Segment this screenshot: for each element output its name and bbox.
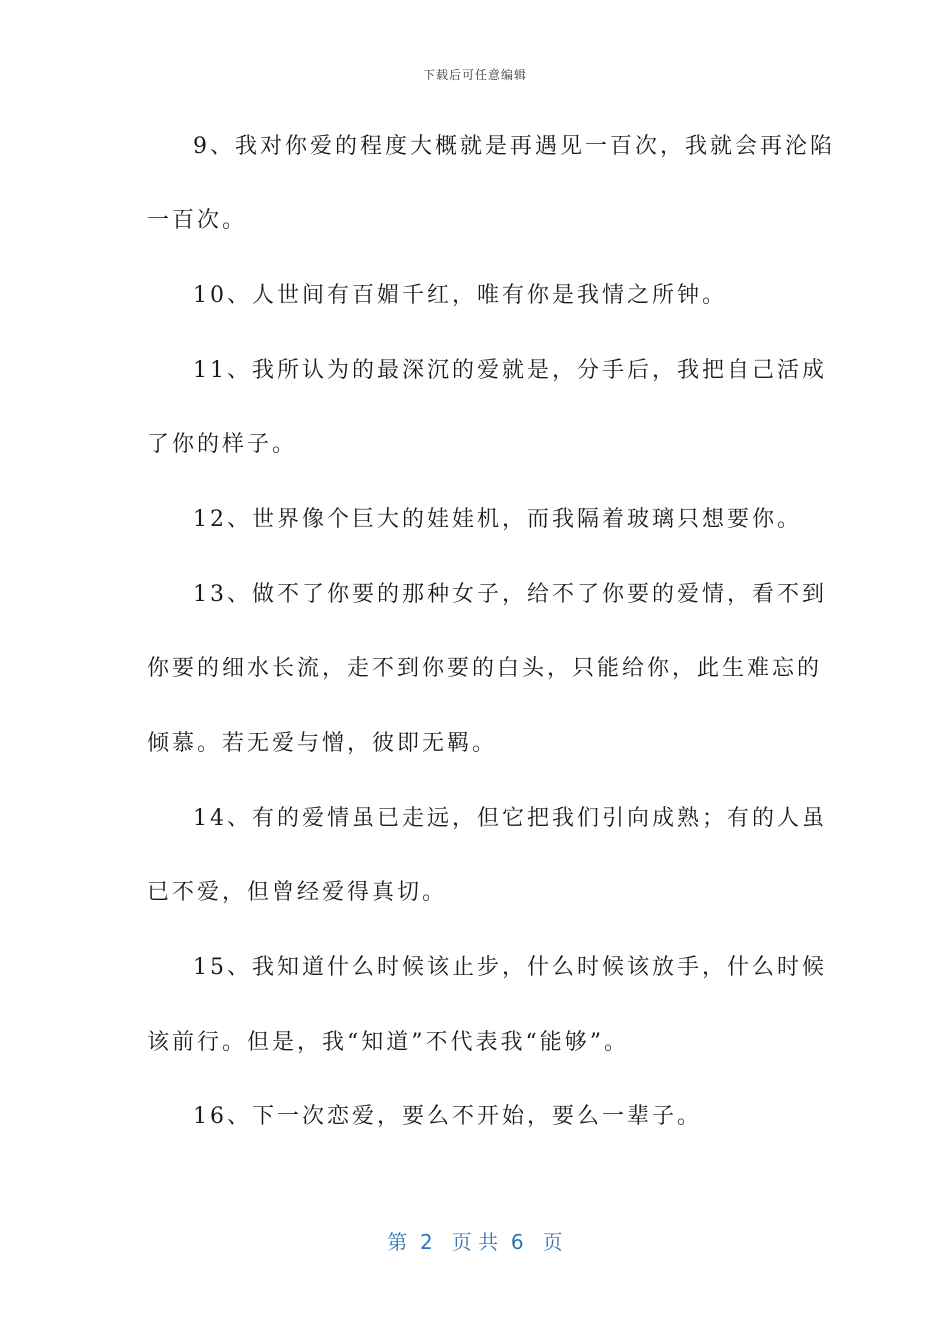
- paragraph-line: 11、我所认为的最深沉的爱就是，分手后，我把自己活成: [193, 358, 827, 383]
- paragraph-line: 9、我对你爱的程度大概就是再遇见一百次，我就会再沦陷: [193, 134, 835, 159]
- page-number-footer: 第 2 页 共 6 页: [387, 1230, 563, 1254]
- paragraph-line: 你要的细水长流，走不到你要的白头，只能给你，此生难忘的: [147, 656, 823, 681]
- paragraph-line: 16、下一次恋爱，要么不开始，要么一辈子。: [193, 1104, 702, 1129]
- paragraph-line: 13、做不了你要的那种女子，给不了你要的爱情，看不到: [193, 582, 827, 607]
- paragraph-line: 15、我知道什么时候该止步，什么时候该放手，什么时候: [193, 955, 827, 980]
- paragraph-line: 10、人世间有百媚千红，唯有你是我情之所钟。: [193, 283, 727, 308]
- paragraph-line: 该前行。但是，我“知道”不代表我“能够”。: [147, 1030, 629, 1055]
- paragraph-line: 倾慕。若无爱与憎，彼即无羁。: [147, 731, 498, 756]
- paragraph-line: 已不爱，但曾经爱得真切。: [147, 880, 448, 905]
- paragraph-line: 一百次。: [147, 208, 248, 233]
- paragraph-line: 了你的样子。: [147, 432, 298, 457]
- page-header-note: 下载后可任意编辑: [422, 68, 527, 82]
- paragraph-line: 14、有的爱情虽已走远，但它把我们引向成熟；有的人虽: [193, 806, 827, 831]
- paragraph-line: 12、世界像个巨大的娃娃机，而我隔着玻璃只想要你。: [193, 507, 802, 532]
